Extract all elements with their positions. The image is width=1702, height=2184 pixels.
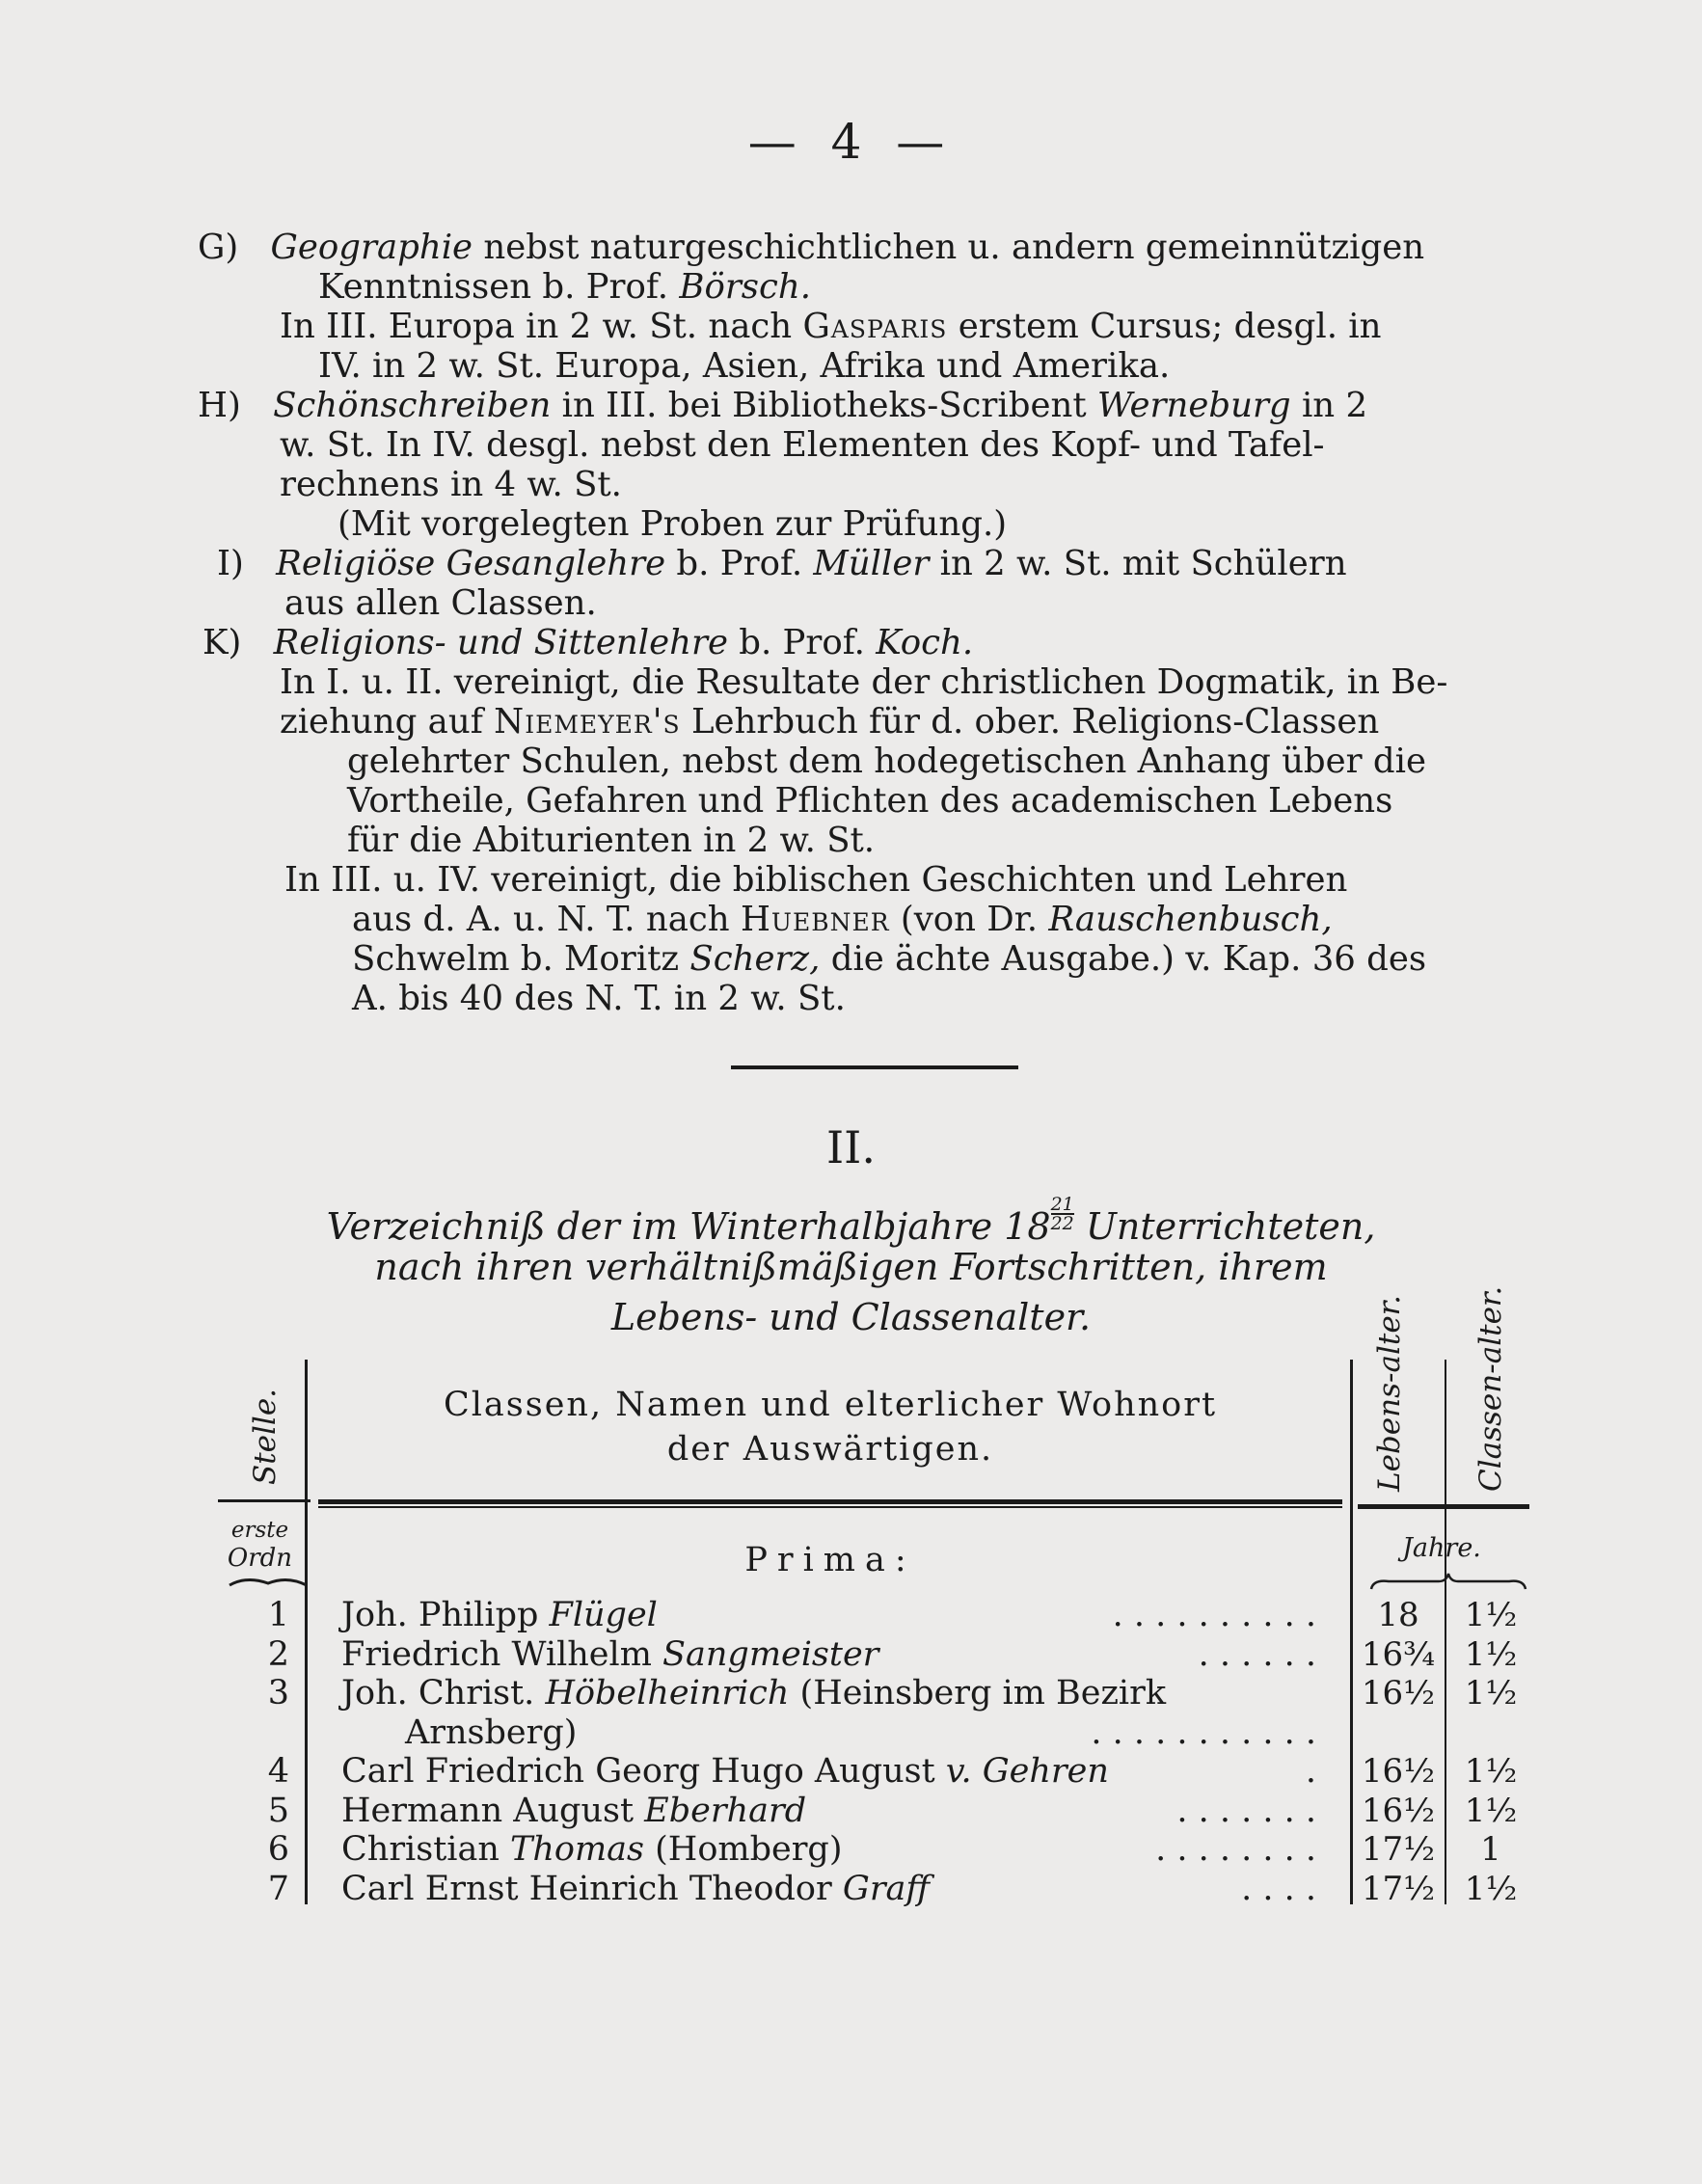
student-origin: (Homberg) bbox=[655, 1830, 843, 1869]
row-number: 5 bbox=[267, 1792, 289, 1830]
col-header-main-line2: der Auswärtigen. bbox=[666, 1430, 994, 1469]
class-age-value: 1½ bbox=[1464, 1870, 1518, 1908]
row-number: 1 bbox=[267, 1596, 289, 1634]
unit-label-years: Jahre. bbox=[1402, 1533, 1481, 1563]
leader-dots: . . . . . . . bbox=[1176, 1792, 1316, 1830]
student-first-names: Friedrich Wilhelm bbox=[341, 1635, 652, 1674]
leader-dots: . . . . . . . . . . bbox=[1112, 1596, 1316, 1634]
student-name-line bbox=[341, 1792, 806, 1830]
section-text: in 2 bbox=[1301, 386, 1368, 425]
section-k-line5: Vortheile, Gefahren und Pflichten des academischen Lebens bbox=[347, 781, 1393, 821]
section-h-line2: w. St. In IV. desgl. nebst den Elementen des Kopf- und Tafel- bbox=[280, 425, 1325, 465]
student-name-line bbox=[405, 1713, 577, 1752]
col-header-main-line1: Classen, Namen und elterlicher Wohnort bbox=[443, 1386, 1218, 1424]
teacher-name: Werneburg bbox=[1096, 386, 1291, 425]
student-surname: Sangmeister bbox=[662, 1635, 879, 1674]
class-age-value: 1½ bbox=[1464, 1752, 1518, 1791]
leader-dots: . . . . bbox=[1241, 1870, 1316, 1908]
section-text: in 2 w. St. mit Schülern bbox=[939, 544, 1347, 583]
student-name-line bbox=[341, 1830, 843, 1869]
section-k-line3 bbox=[280, 702, 1379, 741]
student-first-names: Carl Friedrich Georg Hugo August bbox=[341, 1752, 935, 1791]
section-h-line1 bbox=[198, 386, 1367, 425]
row-number: 4 bbox=[267, 1752, 289, 1791]
section-letter: H) bbox=[198, 386, 241, 425]
col-header-lebensalter: Lebens-alter. bbox=[1372, 1295, 1407, 1492]
heading-text: Unterrichteten, bbox=[1085, 1205, 1376, 1248]
section-g-line4: IV. in 2 w. St. Europa, Asien, Afrika und Amerika. bbox=[318, 346, 1171, 386]
section-g-line3 bbox=[280, 307, 1381, 346]
student-surname: Höbelheinrich bbox=[545, 1674, 790, 1712]
teacher-name: Müller bbox=[813, 544, 930, 583]
year-denominator: 22 bbox=[1050, 1213, 1074, 1234]
order-brace-ornament bbox=[228, 1576, 309, 1589]
student-first-names: Arnsberg) bbox=[405, 1713, 578, 1752]
student-name-line bbox=[341, 1674, 1166, 1712]
section-text: nebst naturgeschichtlichen u. andern gemeinnützigen bbox=[483, 228, 1425, 267]
student-first-names: Carl Ernst Heinrich Theodor bbox=[341, 1870, 832, 1908]
section-k-line8 bbox=[352, 900, 1333, 939]
table-col-divider-age bbox=[1445, 1360, 1446, 1904]
section-text: Schwelm b. Moritz bbox=[352, 939, 680, 979]
section-text: b. Prof. bbox=[739, 623, 865, 662]
section-k-line9 bbox=[352, 939, 1426, 979]
section-text: In III. Europa in 2 w. St. nach bbox=[280, 307, 793, 346]
age-value: 18 bbox=[1377, 1596, 1419, 1634]
section-roman-numeral: II. bbox=[826, 1121, 876, 1173]
age-value: 16¾ bbox=[1361, 1635, 1436, 1674]
student-name-line bbox=[341, 1635, 878, 1674]
age-value: 16½ bbox=[1361, 1752, 1436, 1791]
age-value: 16½ bbox=[1361, 1674, 1436, 1712]
col-header-classenalter: Classen-alter. bbox=[1473, 1285, 1508, 1492]
class-age-value: 1½ bbox=[1464, 1596, 1518, 1634]
section-i-line1 bbox=[217, 544, 1347, 583]
student-surname: Eberhard bbox=[644, 1792, 807, 1830]
list-heading-line1 bbox=[0, 1196, 1702, 1248]
student-surname: Graff bbox=[842, 1870, 931, 1908]
class-name-prima: Prima: bbox=[744, 1541, 916, 1579]
age-value: 17½ bbox=[1361, 1830, 1436, 1869]
leader-dots: . . . . . . . . . . . bbox=[1091, 1713, 1316, 1752]
student-first-names: Hermann August bbox=[341, 1792, 635, 1830]
section-divider bbox=[731, 1065, 1018, 1069]
order-label-line2: Ordn bbox=[227, 1544, 293, 1573]
heading-year bbox=[1004, 1194, 1074, 1248]
table-col-divider-right bbox=[1350, 1360, 1353, 1904]
student-surname: v. Gehren bbox=[945, 1752, 1109, 1791]
section-text: die ächte Ausgabe.) v. Kap. 36 des bbox=[830, 939, 1427, 979]
section-text: (von Dr. bbox=[900, 900, 1039, 939]
section-k-line6: für die Abiturienten in 2 w. St. bbox=[347, 821, 876, 860]
page-number: — 4 — bbox=[747, 114, 955, 170]
section-k-line2: In I. u. II. vereinigt, die Resultate der christlichen Dogmatik, in Be- bbox=[280, 662, 1448, 702]
order-label-line1: erste bbox=[230, 1518, 289, 1543]
year-numerator: 21 bbox=[1050, 1194, 1074, 1215]
section-letter: G) bbox=[198, 228, 239, 267]
row-number: 2 bbox=[267, 1635, 289, 1674]
unit-brace-ornament bbox=[1369, 1572, 1528, 1593]
year-base: 18 bbox=[1004, 1205, 1051, 1248]
teacher-name: Börsch. bbox=[679, 267, 812, 307]
col-header-stelle: Stelle. bbox=[248, 1388, 283, 1486]
section-h-line3: rechnens in 4 w. St. bbox=[280, 465, 622, 504]
section-text: erstem Cursus; desgl. in bbox=[958, 307, 1382, 346]
author-name: Huebner bbox=[740, 900, 890, 939]
section-subject: Religions- und Sittenlehre bbox=[273, 623, 728, 662]
section-k-line10: A. bis 40 des N. T. in 2 w. St. bbox=[352, 979, 846, 1018]
section-text: b. Prof. bbox=[676, 544, 803, 583]
leader-dots: . . . . . . . . bbox=[1155, 1830, 1316, 1869]
author-name: Gasparis bbox=[802, 307, 948, 346]
class-age-value: 1 bbox=[1480, 1830, 1501, 1869]
student-surname: Thomas bbox=[510, 1830, 644, 1869]
section-subject: Religiöse Gesanglehre bbox=[276, 544, 666, 583]
section-text: Kenntnissen b. Prof. bbox=[318, 267, 669, 307]
student-name-line bbox=[341, 1752, 1109, 1791]
student-name-line bbox=[341, 1870, 930, 1908]
list-heading-line2: nach ihren verhältnißmäßigen Fortschritten, ihrem bbox=[374, 1246, 1328, 1288]
section-i-line2: aus allen Classen. bbox=[284, 583, 597, 623]
table-header-rule-main bbox=[318, 1499, 1342, 1504]
student-first-names: Joh. Christ. bbox=[341, 1674, 535, 1712]
person-name: Rauschenbusch, bbox=[1048, 900, 1333, 939]
section-subject: Geographie bbox=[270, 228, 473, 267]
section-letter: I) bbox=[217, 544, 244, 583]
student-origin: (Heinsberg im Bezirk bbox=[799, 1674, 1167, 1712]
table-header-rule-right bbox=[1358, 1504, 1529, 1509]
section-k-line7: In III. u. IV. vereinigt, die biblischen Geschichten und Lehren bbox=[284, 860, 1348, 900]
student-first-names: Joh. Philipp bbox=[341, 1596, 539, 1634]
row-number: 7 bbox=[267, 1870, 289, 1908]
section-h-line4: (Mit vorgelegten Proben zur Prüfung.) bbox=[338, 504, 1008, 544]
section-text: ziehung auf bbox=[280, 702, 483, 741]
teacher-name: Koch. bbox=[876, 623, 974, 662]
age-value: 16½ bbox=[1361, 1792, 1436, 1830]
table-header-rule-main-thin bbox=[318, 1506, 1342, 1508]
section-g-line1 bbox=[198, 228, 1424, 267]
section-text: in III. bei Bibliotheks-Scribent bbox=[561, 386, 1087, 425]
student-name-line bbox=[341, 1596, 658, 1634]
section-text: Lehrbuch für d. ober. Religions-Classen bbox=[690, 702, 1380, 741]
list-heading-line3: Lebens- und Classenalter. bbox=[610, 1296, 1092, 1338]
section-g-line2 bbox=[318, 267, 811, 307]
section-letter: K) bbox=[203, 623, 242, 662]
person-name: Scherz, bbox=[689, 939, 821, 979]
row-number: 3 bbox=[267, 1674, 289, 1712]
table-header-rule-left bbox=[218, 1499, 311, 1502]
heading-text: Verzeichniß der im Winterhalbjahre bbox=[326, 1205, 993, 1248]
age-value: 17½ bbox=[1361, 1870, 1436, 1908]
leader-dots: . . . . . . bbox=[1198, 1635, 1316, 1674]
row-number: 6 bbox=[267, 1830, 289, 1869]
section-text: aus d. A. u. N. T. nach bbox=[352, 900, 730, 939]
table-col-divider-left bbox=[305, 1360, 308, 1904]
student-first-names: Christian bbox=[341, 1830, 500, 1869]
section-k-line4: gelehrter Schulen, nebst dem hodegetischen Anhang über die bbox=[347, 741, 1427, 781]
author-name: Niemeyer's bbox=[494, 702, 681, 741]
class-age-value: 1½ bbox=[1464, 1674, 1518, 1712]
class-age-value: 1½ bbox=[1464, 1635, 1518, 1674]
leader-dots: . bbox=[1305, 1752, 1316, 1791]
class-age-value: 1½ bbox=[1464, 1792, 1518, 1830]
section-k-line1 bbox=[203, 623, 973, 662]
section-subject: Schönschreiben bbox=[273, 386, 552, 425]
student-surname: Flügel bbox=[549, 1596, 658, 1634]
